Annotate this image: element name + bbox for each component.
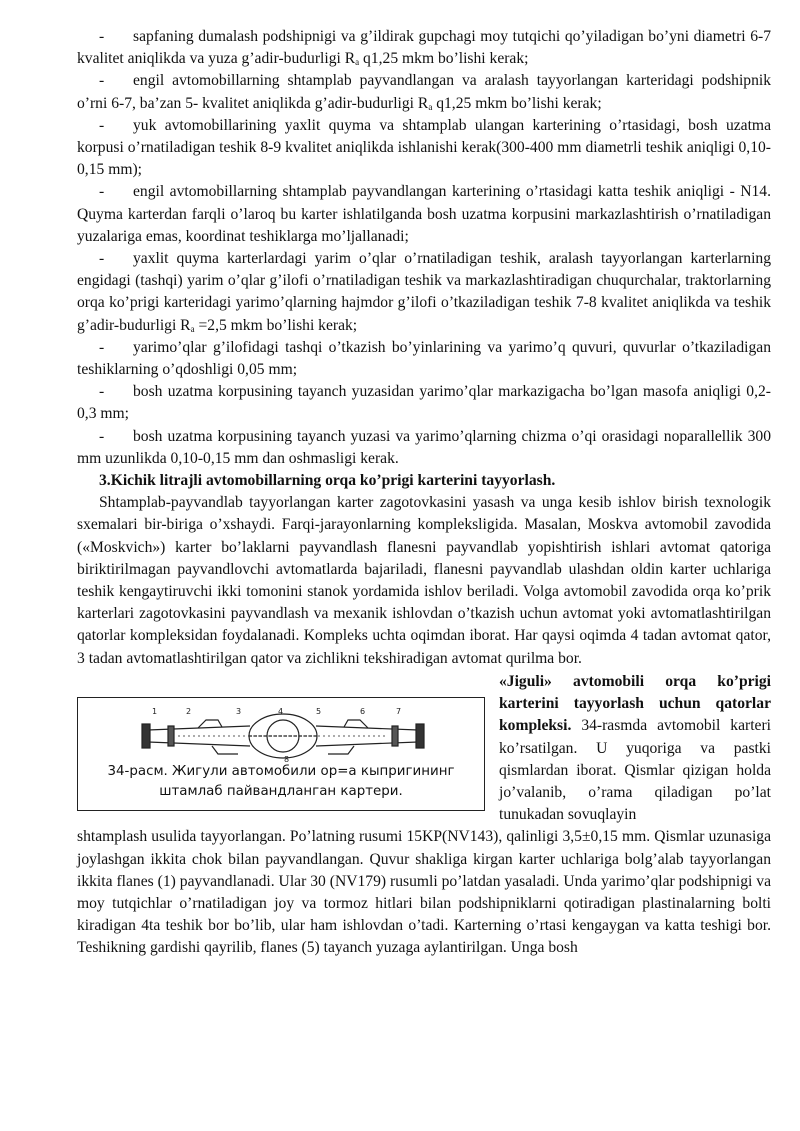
callout-label: 6 [360,706,366,716]
list-item: - bosh uzatma korpusining tayanch yuzasidan yarimo’qlar markazigacha bo’lgan masofa aniqligi 0,2-0,3 mm; [77,383,771,423]
callout-label: 7 [396,706,402,716]
list-item: - bosh uzatma korpusining tayanch yuzasi va yarimo’qlarning chizma o’qi orasidagi noparallellik 300 mm uzunlikda 0,10-0,15 mm dan oshmasligi kerak. [77,427,771,467]
list-item: - yarimo’qlar g’ilofidagi tashqi o’tkazish bo’yinlarining va yarimo’q quvuri, quvurlar o’tkaziladigan teshiklarning o’qdoshligi 0,05 mm; [77,338,771,379]
callout-label: 1 [152,706,158,716]
callout-label: 8 [284,754,290,762]
list-dash: - [99,116,105,134]
figure-caption: 34-расм. Жигули автомобили ор=а кыпригининг штамлаб пайвандланган картери. [107,763,455,799]
list-item: - engil avtomobillarning shtamplab payvandlangan karterining o’rtasidagi katta teshik aniqligi - N14. Quyma karterdan farqli o’laroq bu karter ishlatilganda bosh uzatma korpusini markazlashtirish o’rnatiladigan yuzalariga emas, koordinat teshiklarga mo’ljallanadi; [77,183,771,245]
subsection-title: «Jiguli» avtomobili orqa ko’prigi karterini tayyorlash uchun qatorlar kompleksi. [499,672,771,735]
list-dash: - [99,28,105,45]
figure-34 [77,697,485,811]
list-dash: - [99,250,105,268]
list-item: - engil avtomobillarning shtamplab payvandlangan va aralash tayyorlangan karteridagi podshipnik o’rni 6-7, ba’zan 5- kvalitet aniqlikda g’adir-budurligi $R_a$ q1,25 mkm bo’lishi kerak; [77,72,771,112]
body-paragraph: shtamplash usulida tayyorlangan. Po’latning rusumi 15KP(NV143), qalinligi 3,5±0,15 mm. Qismlar uzunasiga joylashgan ikkita chok bilan payvandlangan. Quvur shakliga kirgan karter uchlariga bolg’alab tayyorlangan ikkita flanes (1) payvandlanadi. Ular 30 (NV179) rusumli po’latdan yasaladi. Unda yarimo’qlar podshipnigi va moy tutqichlar o’rnatiladigan joy va tormoz hitlari bilan podshipniklarni qotiradigan plastinalarning bolti kiradigan 4ta teshik bor bo’lib, ular ham ishlovdan o’tadi. Karterning o’rtasi kengaygan va katta teshigi bor. Teshikning gardishi qayrilib, flanes (5) tayanch yuzaga aylantirilgan. Unga bosh [77,828,771,957]
list-item: - yaxlit quyma karterlardagi yarim o’qlar o’rnatiladigan teshik, aralash tayyorlangan karterlarning engidagi (tashqi) yarim o’qlar g’ilofi o’rnatiladigan teshik va markazlashtiradigan chuqurchalar, traktorlarning orqa ko’prigi karteridagi yarimo’qlarning hajmdor g’ilofi o’tkaziladigan teshik 7-8 kvalitet aniqlikda va teshik g’adir-budurligi $R_a =2,5$ mkm bo’lishi kerak; [77,250,771,334]
list-item: - yuk avtomobillarining yaxlit quyma va shtamplab ulangan karterining o’rtasidagi, bosh uzatma korpusi o’rnatiladigan teshik 8-9 kvalitet aniqlikda ishlanishi kerak(300-400 mm diametrli teshik aniqligi 0,10-0,15 mm); [77,116,771,179]
section-heading: 3.Kichik litrajli avtomobillarning orqa ko’prigi karterini tayyorlash. [99,472,556,490]
callout-label: 3 [236,706,242,716]
body-paragraph: Shtamplab-payvandlab tayyorlangan karter zagotovkasini yasash va unga kesib ishlov birish texnologik sxemalari bir-biriga o’xshaydi. Farqi-jarayonlarning kompleksligida. Masalan, Moskva avtomobil zavodida («Moskvich») karter bo’laklarni payvandlash flanesni payvandlab yopishtirish ishlari avtomat qatoriga biriktirilmagan payvandlovchi avtomatlarda bajariladi, flanesni payvandlab ulashdan oldin karter uchlariga teshik kengaytiruvchi ikki tomonini stanok yordamida ishlov beriladi. Volga avtomobil zavodida orqa ko’prik karterlari zagotovkasini payvandlash va mexanik ishlovdan o’tkazish uchun avtomat yoki avtomatlashtirilgan qatorlar kompleksidan foydalanadi. Kompleks uchta oqimdan iborat. Har qaysi oqimda 4 tadan avtomat qator, 3 tadan avtomatlashtirilgan qator va zichlikni tekshiradigan avtomat qurilma bor. [77,494,771,667]
list-dash: - [99,427,105,445]
list-dash: - [99,183,105,201]
axle-housing-drawing [138,706,428,762]
list-dash: - [99,72,105,90]
list-item: - sapfaning dumalash podshipnigi va g’ildirak gupchagi moy tutqichi qo’yiladigan bo’yni diametri 6-7 kvalitet aniqlikda va yuza g’adir-budurligi $R_a$ q1,25 mkm bo’lishi kerak; [77,28,771,68]
callout-label: 4 [278,706,284,716]
list-dash: - [99,383,105,401]
callout-label: 5 [316,706,322,716]
list-dash: - [99,338,105,356]
callout-label: 2 [186,706,192,716]
side-text: «Jiguli» avtomobili orqa ko’prigi karterini tayyorlash uchun qatorlar kompleksi. 34-rasmda avtomobil karteri ko’rsatilgan. U yuqoriga va pastki qismlardan iborat. Qismlar qizigan holda jo’valanib, o’rama qiladigan po’lat tunukadan sovuqlayin [499,672,771,824]
requirements-list [77,26,771,470]
document-page [77,26,771,960]
figure-with-text [77,671,771,826]
